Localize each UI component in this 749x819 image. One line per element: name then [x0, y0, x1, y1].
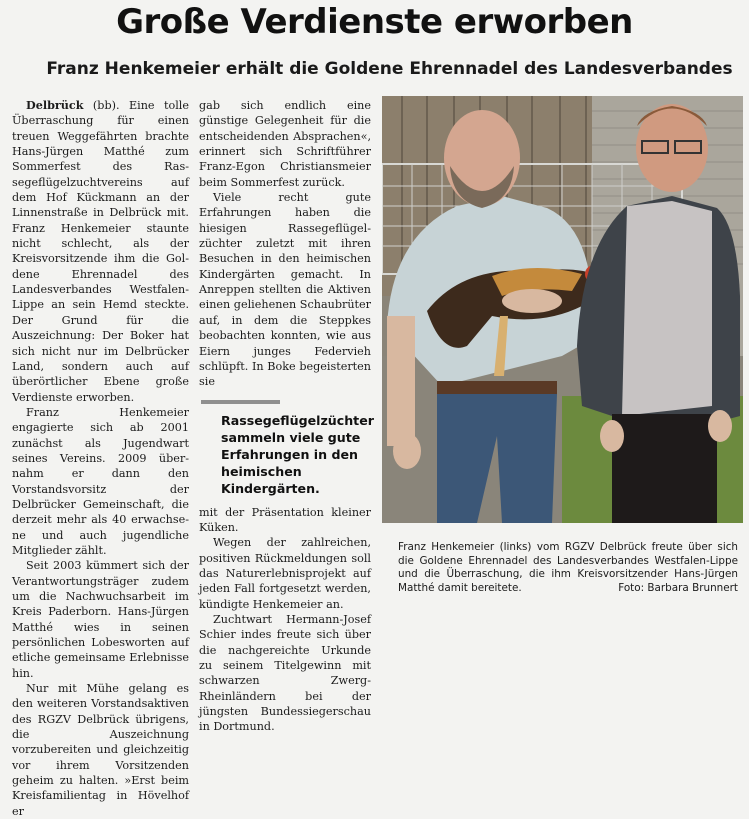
article-photo: [382, 96, 743, 523]
paragraph: Viele recht gute Erfahrungen haben die hiesigen Rassegeflügelzüchter zuletzt mit ihren Besuchen in den heimischen Kindergärten gemacht. In Anreppen stellten die Aktiven einen geliehenen Schaubrüter auf, in dem die Steppkes beobachten konnten, wie aus Eiern junges Federvieh schlüpft. In Boke begeisterten sie: [199, 191, 371, 389]
photo-credit: Foto: Barbara Brunnert: [618, 581, 738, 594]
paragraph: Nur mit Mühe gelang es den weiteren Vorstandsaktiven des RGZV Delbrück übrigens, die Auszeichnung vorzubereiten und gleichzeitig vor ihrem Vorsitzenden geheim zu halten. »Erst beim Kreisfamilientag in Hövelhof er: [12, 682, 189, 818]
paragraph-text: (bb). Eine tolle Überraschung für einen treuen Weggefährten brachte Hans-Jürgen Matthé zum Sommerfest des Rassegeflügelzuchtvereins auf dem Hof Kückmann an der Linnenstraße in Delbrück mit. Franz Henkemeier staunte nicht schlecht, als der Kreisvorsitzende ihm die Goldene Ehrennadel des Landesverbandes Westfalen-Lippe an sein Hemd steckte. Der Grund für die Auszeichnung: Der Boker hat sich nicht nur im Delbrücker Land, sondern auch auf überörtlicher Ebene große Verdienste erworben.: [12, 99, 189, 404]
article-column-1: [12, 98, 189, 819]
pullquote: Rassegeflügelzüchter sammeln viele gute Erfahrungen in den heimischen Kindergärten.: [221, 412, 374, 496]
paragraph: Zuchtwart Hermann-Josef Schier indes freute sich über die nachgereichte Urkunde zu seinem Titelgewinn mit schwarzen Zwerg-Rheinländern bei der jüngsten Bundessiegerschau in Dortmund.: [199, 612, 371, 734]
paragraph: Seit 2003 kümmert sich der Verantwortungsträger zudem um die Nachwuchsarbeit im Kreis Paderborn. Hans-Jürgen Matthé wies in seinen persönlichen Lobesworten auf etliche gemeinsame Erlebnisse hin.: [12, 559, 189, 680]
paragraph: [12, 98, 189, 405]
paragraph: Franz Henkemeier engagierte sich ab 2001 zunächst als Jugendwart seines Vereins. 2009 übernahm er dann den Vorstandsvorsitz der Delbrücker Gemeinschaft, die derzeit mehr als 40 erwachsene und auch jugendliche Mitglieder zählt.: [12, 405, 189, 557]
article-column-2: [199, 98, 374, 735]
dateline: Delbrück: [26, 98, 84, 112]
caption-text: Franz Henkemeier (links) vom RGZV Delbrück freute über sich die Goldene Ehrennadel des Landesverbandes Westfalen-Lippe und die Überraschung, die ihm Kreisvorsitzender Hans-Jürgen Matthé damit bereitete.: [398, 541, 738, 594]
photo-two-men-with-rooster-icon: [382, 96, 743, 523]
paragraph: mit der Präsentation kleiner Küken.: [199, 505, 371, 534]
paragraph: Wegen der zahlreichen, positiven Rückmeldungen soll das Naturerlebnisprojekt auf jeden Fall fortgesetzt werden, kündigte Henkemeier an.: [199, 536, 371, 611]
pullquote-rule: [201, 400, 280, 404]
headline: Große Verdienste erworben: [116, 2, 633, 42]
paragraph: gab sich endlich eine günstige Gelegenheit für die entscheidenden Absprachen«, erinnert sich Schriftführer Franz-Egon Christiansmeier beim Sommerfest zurück.: [199, 99, 371, 189]
subheadline: Franz Henkemeier erhält die Goldene Ehrennadel des Landesverbandes: [46, 59, 733, 79]
photo-caption: [398, 541, 738, 595]
